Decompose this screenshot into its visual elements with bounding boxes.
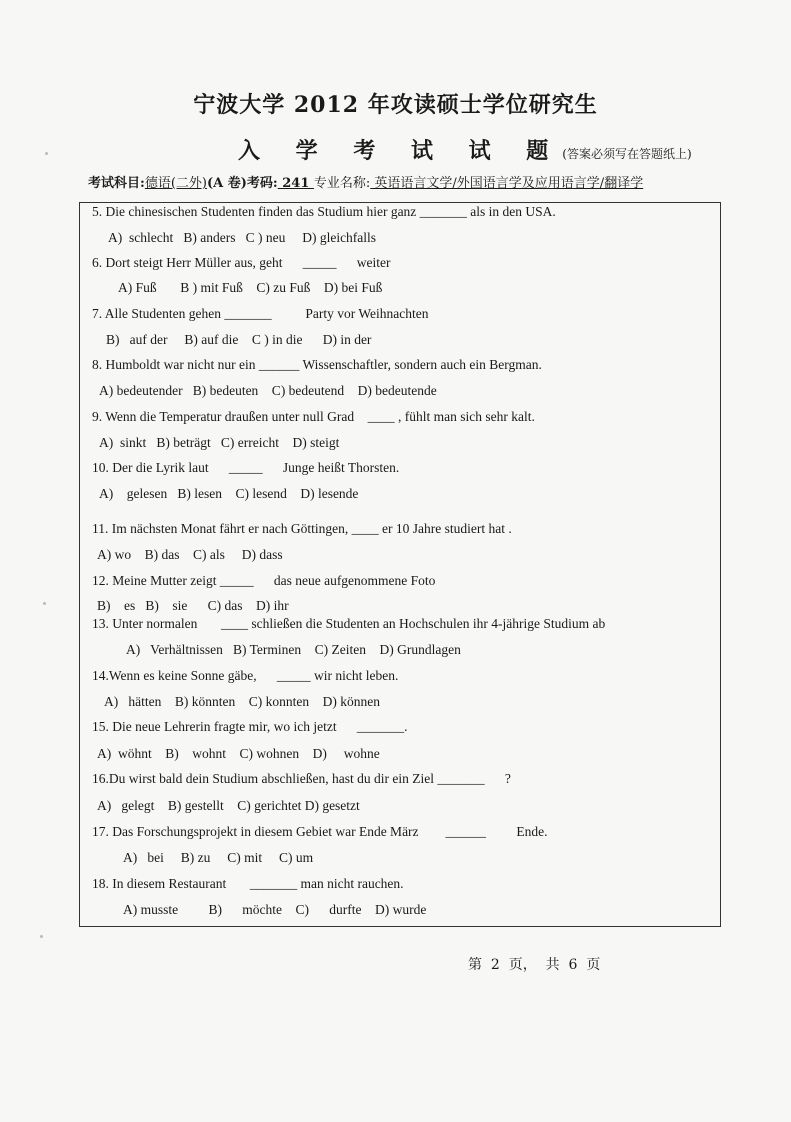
scan-speck xyxy=(40,935,43,938)
answer-options: B) auf der B) auf die C ) in die D) in der xyxy=(106,332,372,347)
answer-options: A) Fuß B ) mit Fuß C) zu Fuß D) bei Fuß xyxy=(118,280,383,295)
answer-options: A) wöhnt B) wohnt C) wohnen D) wohne xyxy=(97,746,380,761)
question-text: 6. Dort steigt Herr Müller aus, geht _____ weiter xyxy=(92,255,391,270)
answer-options: A) sinkt B) beträgt C) erreicht D) steigt xyxy=(99,435,340,450)
exam-title: 宁波大学 2012 年攻读硕士学位研究生 xyxy=(193,92,598,118)
answer-options: A) schlecht B) anders C ) neu D) gleichfalls xyxy=(108,230,377,245)
answer-options: A) bei B) zu C) mit C) um xyxy=(123,850,314,865)
answer-options: A) musste B) möchte C) durfte D) wurde xyxy=(123,902,427,917)
page-number: 第 2 页， 共 6 页 xyxy=(468,957,601,973)
question-text: 9. Wenn die Temperatur draußen unter null Grad ____ , fühlt man sich sehr kalt. xyxy=(92,409,535,424)
answer-options: A) bedeutender B) bedeuten C) bedeutend D) bedeutende xyxy=(99,383,437,398)
question-text: 14.Wenn es keine Sonne gäbe, _____ wir nicht leben. xyxy=(92,668,399,683)
answer-note: (答案必须写在答题纸上) xyxy=(562,147,692,161)
question-text: 10. Der die Lyrik laut _____ Junge heißt Thorsten. xyxy=(92,460,400,475)
answer-options: A) hätten B) könnten C) konnten D) können xyxy=(104,694,380,709)
question-text: 5. Die chinesischen Studenten finden das Studium hier ganz _______ als in den USA. xyxy=(92,204,556,219)
paper-type: (A 卷) xyxy=(206,176,247,191)
major-value: 英语语言文学/外国语言学及应用语言学/翻译学 xyxy=(370,176,644,191)
scan-speck xyxy=(43,602,46,605)
question-text: 15. Die neue Lehrerin fragte mir, wo ich jetzt _______. xyxy=(92,719,408,734)
answer-options: A) Verhältnissen B) Terminen C) Zeiten D) Grundlagen xyxy=(126,642,461,657)
subtitle-main: 入 学 考 试 试 题 xyxy=(238,138,563,164)
question-text: 16.Du wirst bald dein Studium abschließen, hast du dir ein Ziel _______ ? xyxy=(92,771,511,786)
question-text: 7. Alle Studenten gehen _______ Party vor Weihnachten xyxy=(92,306,429,321)
question-text: 8. Humboldt war nicht nur ein ______ Wissenschaftler, sondern auch ein Bergman. xyxy=(92,357,542,372)
answer-options: A) gelesen B) lesen C) lesend D) lesende xyxy=(99,486,359,501)
subject-name: 德语(二外) xyxy=(144,176,207,191)
answer-options: A) gelegt B) gestellt C) gerichtet D) gesetzt xyxy=(97,798,360,813)
major-label: 专业名称: xyxy=(313,176,371,191)
scan-speck xyxy=(45,152,48,155)
exam-subtitle xyxy=(238,134,692,165)
subject-prefix: 考试科目: xyxy=(88,176,145,191)
question-text: 11. Im nächsten Monat fährt er nach Göttingen, ____ er 10 Jahre studiert hat . xyxy=(92,521,512,536)
question-text: 13. Unter normalen ____ schließen die Studenten an Hochschulen ihr 4-jährige Studium ab xyxy=(92,616,606,631)
question-text: 12. Meine Mutter zeigt _____ das neue aufgenommene Foto xyxy=(92,573,436,588)
answer-options: A) wo B) das C) als D) dass xyxy=(97,547,283,562)
code-label: 考码: xyxy=(246,176,278,191)
answer-options: B) es B) sie C) das D) ihr xyxy=(97,598,289,613)
question-text: 18. In diesem Restaurant _______ man nicht rauchen. xyxy=(92,876,404,891)
subject-line xyxy=(88,172,643,191)
code-value: 241 xyxy=(277,176,314,191)
question-text: 17. Das Forschungsprojekt in diesem Gebiet war Ende März ______ Ende. xyxy=(92,824,548,839)
